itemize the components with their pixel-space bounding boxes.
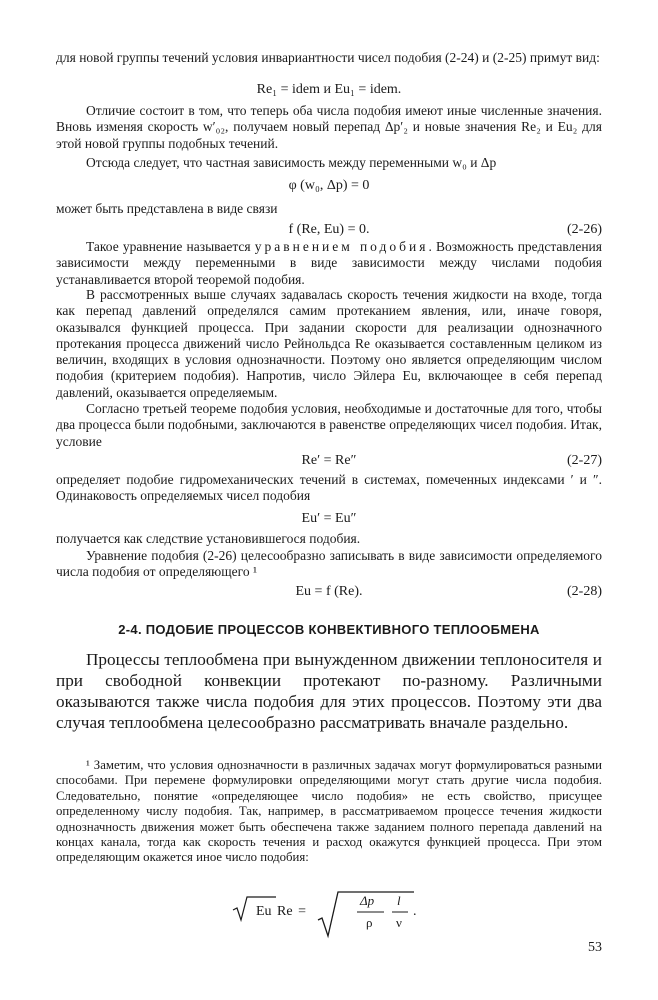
paragraph-difference: Отличие состоит в том, что теперь оба числа подобия имеют иные численные значения. Вновь изменяя скорость w′₀₂, получаем новый перепад Δp′₂ и новые значения Re₂ и Eu₂ для этой новой группы подобных течений.: [56, 103, 602, 151]
formula-den-rho: ρ: [366, 915, 373, 930]
section-lead-paragraph: Процессы теплообмена при вынужденном движении теплоносителя и при свободной конвекции протекают по-разному. Различными оказываются также числа подобия для этих процессов. Поэтому эти два случая теплообмена целесообразно рассматривать вначале раздельно.: [56, 650, 602, 732]
equation-eu: Eu′ = Eu″: [301, 511, 357, 526]
footnote-formula: [0, 890, 658, 940]
spaced-term: уравнением подобия: [254, 239, 429, 254]
equation-phi: φ (w₀, Δp) = 0: [288, 178, 370, 193]
formula-den-nu: ν: [396, 915, 402, 930]
paragraph-defines: определяет подобие гидромеханических течений в системах, помеченных индексами ′ и ″. Одинаковость определяемых чисел подобия: [56, 472, 602, 504]
paragraph-result: получается как следствие установившегося подобия.: [56, 531, 361, 546]
equation-number-2-26: (2-26): [567, 222, 602, 237]
formula-end: .: [413, 904, 417, 919]
footnote-text: ¹ Заметим, что условия однозначности в различных задачах могут формулироваться разными способами. При перемене формулировки определяющими могут стать другие числа подобия. Следовательно, понятие «определяющее число подобия» не есть свойство, присущее определенному числу подобия. Так, например, в рассматриваемом процессе течения жидкости однозначность движения может быть обеспечена также заданием полного перепада давлений на концах канала, тогда как скорость течения и расход окажутся функцией процесса. При этом определяющим окажется иное число подобия:: [56, 758, 602, 865]
equation-number-2-28: (2-28): [567, 584, 602, 599]
paragraph-relation: может быть представлена в виде связи: [56, 201, 278, 216]
paragraph-similarity-equation: [56, 239, 602, 288]
equation-2-26: f (Re, Eu) = 0.: [288, 222, 370, 237]
formula-svg: [0, 890, 658, 940]
equation-2-27: Re′ = Re″: [301, 453, 357, 468]
paragraph-consequence: Отсюда следует, что частная зависимость между переменными w₀ и Δp: [86, 155, 497, 170]
equation-number-2-27: (2-27): [567, 453, 602, 468]
text-part-b: . Возможность представления зависимости между переменными в виде зависимости между числами подобия устанавливается второй теоремой подобия.: [56, 239, 602, 287]
paragraph-considered-cases: В рассмотренных выше случаях задавалась скорость течения жидкости на входе, тогда как перепад давлений определялся самим протеканием явления, или, иначе говоря, оказывался функцией процесса. При задании скорости для реализации однозначного протекания процесса движений число Рейнольдса Re оказывается составленным целиком из величин, входящих в условия однозначности. Поэтому оно является определяющим числом подобия (критерием подобия). Напротив, число Эйлера Eu, включающее в себя перепад давлений, оказывается определяемым.: [56, 287, 602, 400]
text-part-a: Такое уравнение называется: [86, 239, 255, 254]
section-heading: 2-4. ПОДОБИЕ ПРОЦЕССОВ КОНВЕКТИВНОГО ТЕПЛООБМЕНА: [118, 622, 540, 637]
equation-re1-eu1: Re₁ = idem и Eu₁ = idem.: [256, 82, 402, 97]
paragraph-intro: для новой группы течений условия инвариантности чисел подобия (2-24) и (2-25) примут вид:: [56, 50, 600, 65]
page-number: 53: [588, 940, 602, 955]
formula-left: Eu Re =: [256, 904, 306, 919]
paragraph-third-theorem: Согласно третьей теореме подобия условия, необходимые и достаточные для того, чтобы два процесса были подобными, заключаются в равенстве определяющих чисел подобия. Итак, условие: [56, 401, 602, 449]
paragraph-write-equation: Уравнение подобия (2-26) целесообразно записывать в виде зависимости определяемого числа подобия от определяющего ¹: [56, 548, 602, 580]
equation-2-28: Eu = f (Re).: [295, 584, 363, 599]
formula-num-l: l: [397, 893, 401, 908]
formula-num-dp: Δp: [360, 893, 375, 908]
